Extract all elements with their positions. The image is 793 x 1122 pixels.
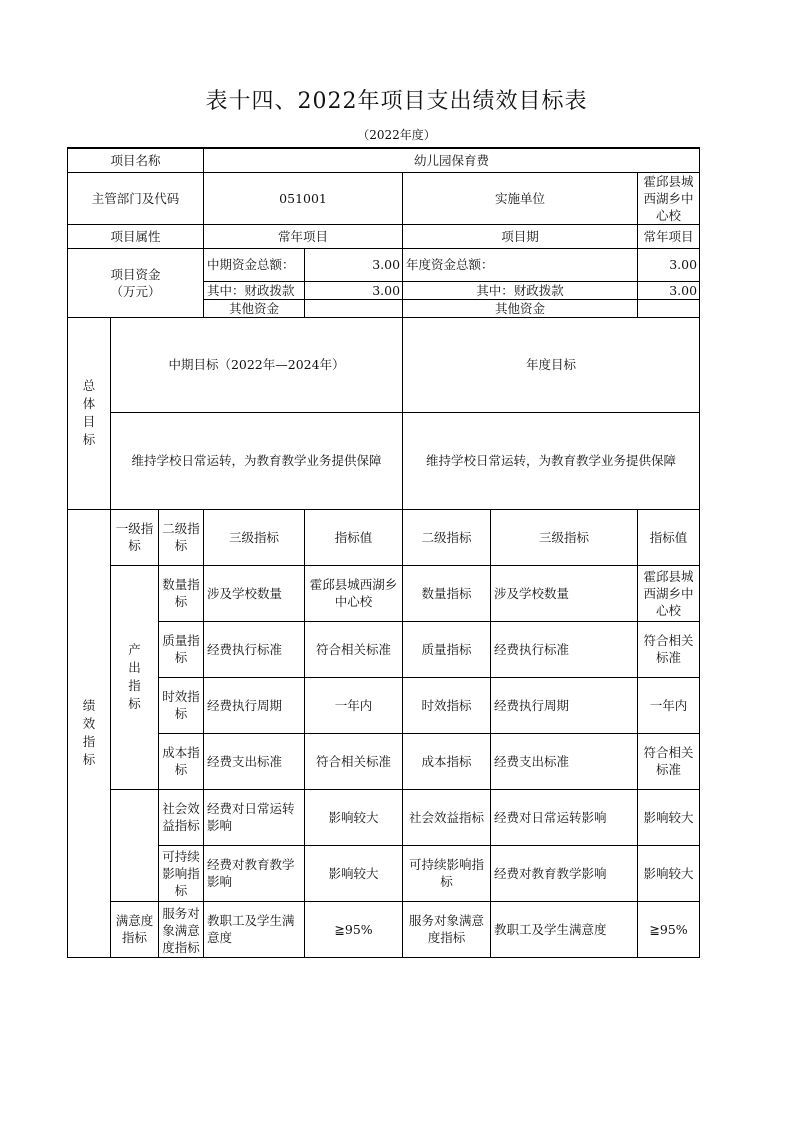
dept-code: 051001 bbox=[204, 172, 403, 224]
row-l3b: 涉及学校数量 bbox=[491, 565, 638, 621]
row-value: 霍邱县城西湖乡中心校 bbox=[305, 565, 403, 621]
dept-label: 主管部门及代码 bbox=[68, 172, 204, 224]
table-row bbox=[68, 901, 700, 957]
row-l2b: 成本指标 bbox=[403, 733, 491, 789]
perf-indicator-label: 绩效指标 bbox=[68, 509, 111, 957]
satisfaction-l3b: 教职工及学生满意度 bbox=[491, 901, 638, 957]
row-l3b: 经费对日常运转影响 bbox=[491, 789, 638, 845]
fund-label bbox=[68, 248, 204, 317]
row-value: 影响较大 bbox=[305, 845, 403, 901]
header-lvl1: 一级指标 bbox=[111, 509, 159, 565]
year-goal-text: 维持学校日常运转，为教育教学业务提供保障 bbox=[403, 412, 700, 509]
row-valueb: 影响较大 bbox=[638, 845, 700, 901]
row-l3: 经费对日常运转影响 bbox=[204, 789, 305, 845]
table-row bbox=[68, 845, 700, 901]
mid-other-value bbox=[305, 299, 403, 317]
year-other-value bbox=[638, 299, 700, 317]
mid-total-label: 中期资金总额： bbox=[204, 248, 305, 281]
row-valueb: 影响较大 bbox=[638, 789, 700, 845]
satisfaction-l3: 教职工及学生满意度 bbox=[204, 901, 305, 957]
mid-fiscal-label: 其中：财政拨款 bbox=[204, 281, 305, 299]
unit-label: 实施单位 bbox=[403, 172, 638, 224]
year-other-label: 其他资金 bbox=[403, 299, 638, 317]
satisfaction-valueb: ≧95% bbox=[638, 901, 700, 957]
row-value: 符合相关标准 bbox=[305, 733, 403, 789]
row-l2: 质量指标 bbox=[159, 621, 204, 677]
year-total-value: 3.00 bbox=[638, 248, 700, 281]
row-valueb: 一年内 bbox=[638, 677, 700, 733]
row-valueb: 霍邱县城西湖乡中心校 bbox=[638, 565, 700, 621]
row-l2: 可持续影响指标 bbox=[159, 845, 204, 901]
attr-label: 项目属性 bbox=[68, 224, 204, 248]
output-indicator-label: 产出指标 bbox=[111, 565, 159, 789]
performance-target-table bbox=[67, 147, 700, 958]
fund-label-line1: 项目资金 bbox=[110, 266, 161, 282]
table-row bbox=[68, 677, 700, 733]
row-l3b: 经费对教育教学影响 bbox=[491, 845, 638, 901]
period-value: 常年项目 bbox=[638, 224, 700, 248]
row-valueb: 符合相关标准 bbox=[638, 733, 700, 789]
row-l2b: 社会效益指标 bbox=[403, 789, 491, 845]
header-lvl3b: 三级指标 bbox=[491, 509, 638, 565]
satisfaction-value: ≧95% bbox=[305, 901, 403, 957]
row-l3b: 经费支出标准 bbox=[491, 733, 638, 789]
row-l2: 数量指标 bbox=[159, 565, 204, 621]
effect-indicator-label bbox=[111, 789, 159, 901]
satisfaction-l2: 服务对象满意度指标 bbox=[159, 901, 204, 957]
mid-other-label: 其他资金 bbox=[204, 299, 305, 317]
table-row bbox=[68, 733, 700, 789]
attr-value: 常年项目 bbox=[204, 224, 403, 248]
mid-goal-header: 中期目标（2022年—2024年） bbox=[111, 317, 403, 412]
row-value: 影响较大 bbox=[305, 789, 403, 845]
row-l2: 成本指标 bbox=[159, 733, 204, 789]
overall-goal-label: 总体目标 bbox=[68, 317, 111, 509]
table-row bbox=[68, 621, 700, 677]
row-value: 符合相关标准 bbox=[305, 621, 403, 677]
project-name-value: 幼儿园保育费 bbox=[204, 148, 700, 172]
table-row bbox=[68, 565, 700, 621]
row-valueb: 符合相关标准 bbox=[638, 621, 700, 677]
fund-label-line2: （万元） bbox=[110, 283, 161, 299]
row-l3: 经费支出标准 bbox=[204, 733, 305, 789]
project-name-label: 项目名称 bbox=[68, 148, 204, 172]
unit-name: 霍邱县城西湖乡中心校 bbox=[638, 172, 700, 224]
mid-fiscal-value: 3.00 bbox=[305, 281, 403, 299]
row-value: 一年内 bbox=[305, 677, 403, 733]
row-l3: 经费对教育教学影响 bbox=[204, 845, 305, 901]
row-l2: 社会效益指标 bbox=[159, 789, 204, 845]
year-fiscal-value: 3.00 bbox=[638, 281, 700, 299]
mid-goal-text: 维持学校日常运转，为教育教学业务提供保障 bbox=[111, 412, 403, 509]
year-total-label: 年度资金总额： bbox=[403, 248, 638, 281]
mid-total-value: 3.00 bbox=[305, 248, 403, 281]
row-l2: 时效指标 bbox=[159, 677, 204, 733]
row-l3: 涉及学校数量 bbox=[204, 565, 305, 621]
header-value: 指标值 bbox=[305, 509, 403, 565]
period-label: 项目期 bbox=[403, 224, 638, 248]
row-l2b: 数量指标 bbox=[403, 565, 491, 621]
row-l3: 经费执行标准 bbox=[204, 621, 305, 677]
row-l2b: 可持续影响指标 bbox=[403, 845, 491, 901]
page-title: 表十四、2022年项目支出绩效目标表 bbox=[205, 89, 588, 114]
row-l2b: 质量指标 bbox=[403, 621, 491, 677]
satisfaction-l1: 满意度指标 bbox=[111, 901, 159, 957]
table-row bbox=[68, 789, 700, 845]
year-fiscal-label: 其中：财政拨款 bbox=[403, 281, 638, 299]
row-l3: 经费执行周期 bbox=[204, 677, 305, 733]
page-subtitle: （2022年度） bbox=[357, 128, 436, 142]
row-l3b: 经费执行标准 bbox=[491, 621, 638, 677]
row-l2b: 时效指标 bbox=[403, 677, 491, 733]
header-valueb: 指标值 bbox=[638, 509, 700, 565]
year-goal-header: 年度目标 bbox=[403, 317, 700, 412]
header-lvl2: 二级指标 bbox=[159, 509, 204, 565]
satisfaction-l2b: 服务对象满意度指标 bbox=[403, 901, 491, 957]
row-l3b: 经费执行周期 bbox=[491, 677, 638, 733]
header-lvl3: 三级指标 bbox=[204, 509, 305, 565]
header-lvl2b: 二级指标 bbox=[403, 509, 491, 565]
